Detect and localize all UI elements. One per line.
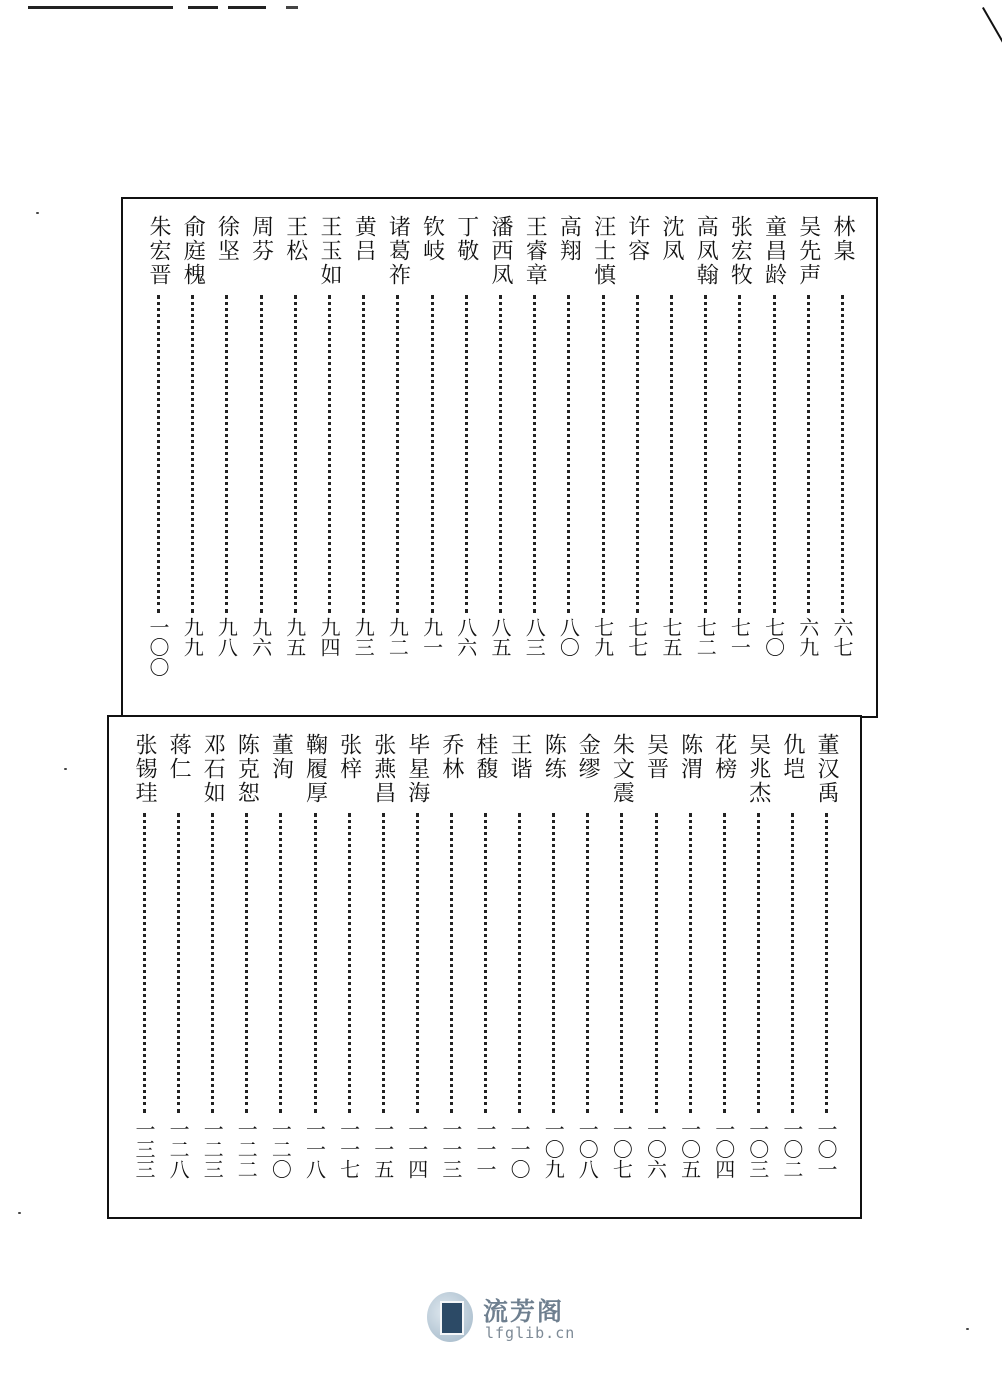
dot-leader <box>670 295 673 613</box>
toc-entry[interactable] <box>589 199 617 716</box>
entry-name: 蒋仁 <box>166 733 192 781</box>
dot-leader <box>738 295 741 613</box>
entry-page-number: 一一三 <box>438 1119 463 1179</box>
entry-name: 潘西凤 <box>488 215 513 287</box>
watermark-url: lfglib.cn <box>485 1324 576 1342</box>
dot-leader <box>294 295 297 613</box>
toc-entry[interactable] <box>403 717 431 1217</box>
toc-entry[interactable] <box>554 199 582 716</box>
toc-entry[interactable] <box>418 199 446 716</box>
entry-name: 朱文震 <box>609 733 635 805</box>
entry-page-number: 一二二 <box>234 1119 259 1179</box>
toc-entry[interactable] <box>335 717 363 1217</box>
entry-name: 王谐 <box>507 733 533 781</box>
entry-page-number: 一〇四 <box>711 1119 736 1179</box>
toc-entry[interactable] <box>486 199 514 716</box>
toc-entry[interactable] <box>812 717 840 1217</box>
dot-leader <box>225 295 228 613</box>
dot-leader <box>279 813 282 1113</box>
entry-page-number: 七〇 <box>761 617 786 657</box>
toc-entry[interactable] <box>778 717 806 1217</box>
dot-leader <box>211 813 214 1113</box>
entry-name: 许容 <box>624 215 650 263</box>
toc-entry[interactable] <box>607 717 635 1217</box>
entry-page-number: 九六 <box>248 617 273 657</box>
dot-leader <box>791 813 794 1113</box>
entry-page-number: 八六 <box>453 617 478 657</box>
dot-leader <box>533 295 536 613</box>
entry-page-number: 一一一 <box>473 1119 497 1179</box>
entry-name: 王睿章 <box>522 215 548 287</box>
entry-page-number: 一二〇 <box>268 1119 293 1179</box>
entry-name: 高翔 <box>556 215 582 263</box>
scan-speck <box>18 1212 21 1214</box>
entry-name: 高凤翰 <box>693 215 719 287</box>
entry-page-number: 九一 <box>419 617 444 657</box>
entry-name: 钦岐 <box>419 215 445 263</box>
toc-entry[interactable] <box>725 199 753 716</box>
entry-page-number: 九二 <box>385 617 410 657</box>
entry-name: 金缪 <box>575 733 601 781</box>
entry-page-number: 六九 <box>795 617 820 657</box>
entry-name: 王松 <box>282 215 308 263</box>
dot-leader <box>362 295 365 613</box>
toc-entry[interactable] <box>623 199 651 716</box>
toc-entry[interactable] <box>178 199 206 716</box>
dot-leader <box>723 813 726 1113</box>
toc-entry[interactable] <box>642 717 670 1217</box>
entry-page-number: 一一〇 <box>507 1119 532 1179</box>
entry-name: 吴兆杰 <box>745 733 771 805</box>
entry-name: 花榜 <box>711 733 737 781</box>
entry-page-number: 九八 <box>214 617 239 657</box>
toc-entry[interactable] <box>794 199 822 716</box>
toc-entry[interactable] <box>315 199 343 716</box>
entry-page-number: 一〇七 <box>609 1119 634 1179</box>
entry-page-number: 一〇八 <box>575 1119 600 1179</box>
dot-leader <box>348 813 351 1113</box>
entry-page-number: 一三三 <box>132 1119 156 1179</box>
entry-name: 张宏牧 <box>727 215 753 287</box>
entry-name: 张燕昌 <box>370 733 396 805</box>
entry-name: 仇垲 <box>779 733 805 781</box>
toc-entry[interactable] <box>301 717 329 1217</box>
toc-entry[interactable] <box>437 717 465 1217</box>
entry-name: 朱宏晋 <box>146 215 171 287</box>
dot-leader <box>567 295 570 613</box>
toc-entry[interactable] <box>369 717 397 1217</box>
entry-name: 张梓 <box>336 733 362 781</box>
toc-entry[interactable] <box>281 199 309 716</box>
dot-leader <box>450 813 453 1113</box>
entry-page-number: 一〇一 <box>814 1119 838 1179</box>
entry-page-number: 六七 <box>830 617 854 657</box>
toc-panel-bottom <box>107 715 862 1219</box>
entry-page-number: 七七 <box>624 617 649 657</box>
entry-page-number: 九九 <box>180 617 205 657</box>
entry-page-number: 八五 <box>488 617 512 657</box>
entry-page-number: 九四 <box>317 617 341 657</box>
toc-entry[interactable] <box>212 199 240 716</box>
entry-name: 徐坚 <box>214 215 240 263</box>
toc-entry[interactable] <box>198 717 226 1217</box>
dot-leader <box>157 295 160 613</box>
entry-page-number: 一一五 <box>370 1119 395 1179</box>
entry-name: 陈练 <box>541 733 567 781</box>
entry-page-number: 一〇二 <box>779 1119 804 1179</box>
dot-leader <box>841 295 844 613</box>
dot-leader <box>773 295 776 613</box>
scan-edge-line <box>28 6 298 9</box>
dot-leader <box>655 813 658 1113</box>
scan-speck <box>36 212 39 214</box>
toc-entry[interactable] <box>266 717 294 1217</box>
toc-entry[interactable] <box>232 717 260 1217</box>
entry-page-number: 七九 <box>590 617 615 657</box>
watermark-title: 流芳阁 <box>483 1297 565 1326</box>
dot-leader <box>499 295 502 613</box>
toc-entry[interactable] <box>471 717 499 1217</box>
entry-name: 汪士慎 <box>590 215 616 287</box>
toc-entry[interactable] <box>828 199 856 716</box>
entry-page-number: 一〇五 <box>677 1119 702 1179</box>
dot-leader <box>620 813 623 1113</box>
scan-corner-mark <box>982 0 1002 43</box>
entry-page-number: 一〇六 <box>643 1119 668 1179</box>
dot-leader <box>314 813 317 1113</box>
entry-name: 林臬 <box>830 215 855 263</box>
toc-entry[interactable] <box>760 199 788 716</box>
entry-name: 沈凤 <box>659 215 684 263</box>
entry-name: 童昌龄 <box>761 215 787 287</box>
entry-page-number: 一二八 <box>166 1119 191 1179</box>
entry-name: 吴先声 <box>795 215 821 287</box>
entry-page-number: 八〇 <box>556 617 581 657</box>
dot-leader <box>518 813 521 1113</box>
entry-page-number: 九五 <box>282 617 307 657</box>
dot-leader <box>825 813 828 1113</box>
entry-page-number: 一一八 <box>302 1119 327 1179</box>
toc-panel-top <box>121 197 878 718</box>
dot-leader <box>416 813 419 1113</box>
scan-speck <box>64 768 67 770</box>
toc-entry[interactable] <box>520 199 548 716</box>
entry-page-number: 一一七 <box>336 1119 361 1179</box>
dot-leader <box>586 813 589 1113</box>
toc-entry[interactable] <box>573 717 601 1217</box>
dot-leader <box>807 295 810 613</box>
entry-page-number: 一〇九 <box>541 1119 566 1179</box>
dot-leader <box>484 813 487 1113</box>
toc-entry[interactable] <box>744 717 772 1217</box>
entry-name: 俞庭槐 <box>180 215 206 287</box>
toc-entry[interactable] <box>657 199 685 716</box>
entry-page-number: 七一 <box>727 617 752 657</box>
entry-name: 陈渭 <box>677 733 703 781</box>
dot-leader <box>689 813 692 1113</box>
dot-leader <box>636 295 639 613</box>
dot-leader <box>191 295 194 613</box>
toc-entry[interactable] <box>539 717 567 1217</box>
entry-name: 桂馥 <box>473 733 498 781</box>
entry-name: 王玉如 <box>317 215 342 287</box>
entry-page-number: 九三 <box>351 617 376 657</box>
dot-leader <box>143 813 146 1113</box>
toc-entry[interactable] <box>676 717 704 1217</box>
entry-page-number: 一〇三 <box>745 1119 770 1179</box>
entry-page-number: 七五 <box>659 617 683 657</box>
toc-entry[interactable] <box>130 717 158 1217</box>
entry-name: 吴晋 <box>643 733 669 781</box>
dot-leader <box>602 295 605 613</box>
dot-leader <box>245 813 248 1113</box>
entry-name: 鞠履厚 <box>302 733 328 805</box>
toc-entry[interactable] <box>691 199 719 716</box>
entry-name: 乔林 <box>438 733 464 781</box>
dot-leader <box>177 813 180 1113</box>
dot-leader <box>396 295 399 613</box>
entry-page-number: 一二三 <box>200 1119 225 1179</box>
dot-leader <box>260 295 263 613</box>
book-icon <box>427 1292 473 1342</box>
entry-name: 陈克恕 <box>234 733 260 805</box>
toc-entry[interactable] <box>452 199 480 716</box>
entry-page-number: 一一四 <box>404 1119 429 1179</box>
entry-name: 毕星海 <box>404 733 430 805</box>
dot-leader <box>431 295 434 613</box>
toc-entry[interactable] <box>164 717 192 1217</box>
dot-leader <box>382 813 385 1113</box>
watermark-logo <box>427 1292 597 1346</box>
toc-entry[interactable] <box>383 199 411 716</box>
entry-name: 邓石如 <box>200 733 226 805</box>
entry-page-number: 一〇〇 <box>146 617 170 677</box>
toc-entry[interactable] <box>349 199 377 716</box>
scan-speck <box>966 1328 969 1330</box>
entry-name: 董汉禹 <box>814 733 839 805</box>
dot-leader <box>757 813 760 1113</box>
entry-name: 丁敬 <box>453 215 479 263</box>
entry-name: 张锡珪 <box>132 733 157 805</box>
toc-entry[interactable] <box>247 199 275 716</box>
dot-leader <box>552 813 555 1113</box>
dot-leader <box>465 295 468 613</box>
dot-leader <box>704 295 707 613</box>
toc-entry[interactable] <box>144 199 172 716</box>
entry-page-number: 八三 <box>522 617 547 657</box>
entry-name: 诸葛祚 <box>385 215 411 287</box>
entry-name: 周芬 <box>248 215 274 263</box>
entry-page-number: 七二 <box>693 617 718 657</box>
toc-entry[interactable] <box>710 717 738 1217</box>
dot-leader <box>328 295 331 613</box>
entry-name: 董洵 <box>268 733 294 781</box>
toc-entry[interactable] <box>505 717 533 1217</box>
entry-name: 黄吕 <box>351 215 377 263</box>
